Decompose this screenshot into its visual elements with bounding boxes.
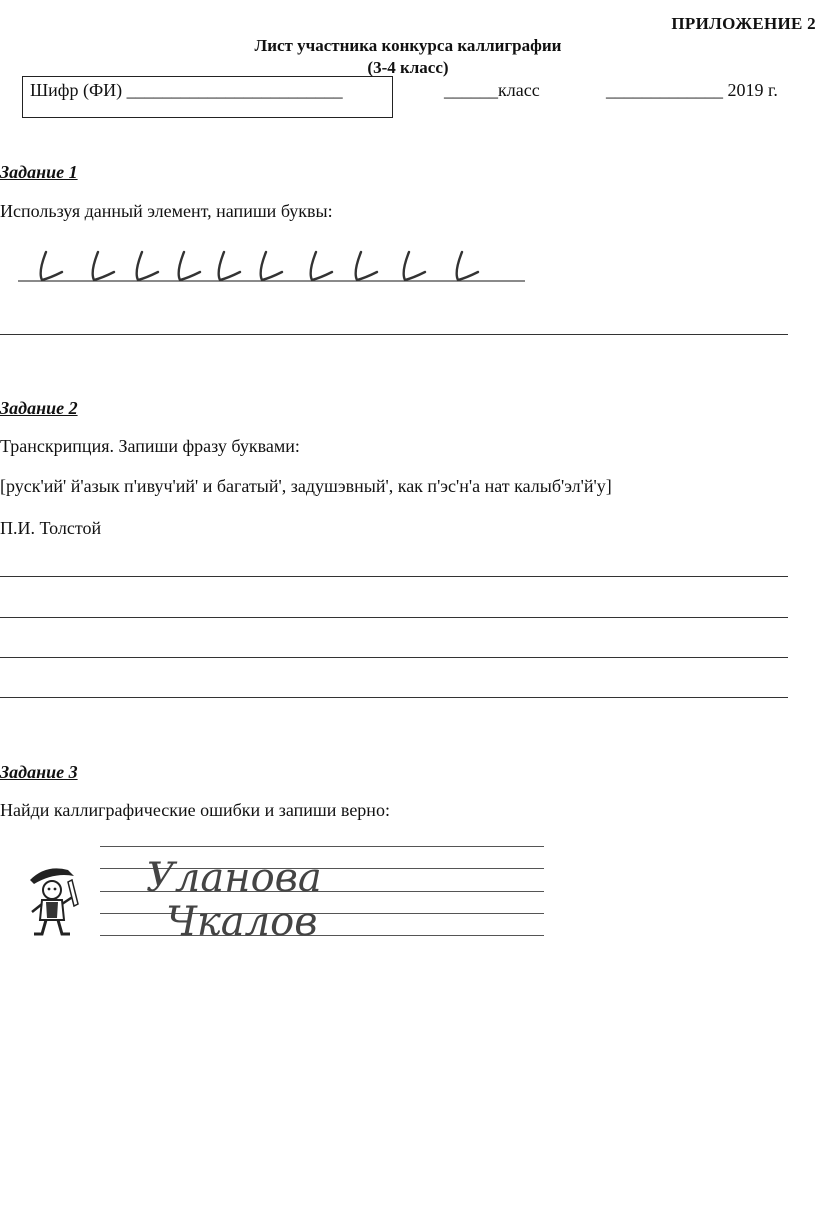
stroke-element — [261, 252, 282, 280]
handwriting-area — [140, 845, 440, 945]
stroke-element — [219, 252, 240, 280]
cipher-field[interactable]: Шифр (ФИ) ________________________ — [30, 80, 343, 100]
task1-title: Задание 1 — [0, 162, 78, 182]
task2-title: Задание 2 — [0, 398, 78, 418]
transcription-text: [руск'ий' й'азык п'ивуч'ий' и багатый', задушэвный', как п'эс'н'а нат калыб'эл'й'у] — [0, 476, 612, 496]
answer-line-3[interactable] — [0, 617, 788, 618]
stroke-element — [179, 252, 200, 280]
class-field[interactable]: ______класс — [444, 80, 540, 100]
answer-line-4[interactable] — [0, 657, 788, 658]
handwritten-word-1: Уланова — [146, 855, 322, 901]
stroke-element — [356, 252, 377, 280]
stroke-element — [137, 252, 158, 280]
answer-line-5[interactable] — [0, 697, 788, 698]
handwritten-word-2: Чкалов — [166, 899, 318, 945]
pencil-character-icon — [24, 860, 84, 940]
pen-stroke-element-icon — [10, 244, 540, 294]
task2-instruction: Транскрипция. Запиши фразу буквами: — [0, 436, 300, 456]
stroke-element — [93, 252, 114, 280]
answer-line-1[interactable] — [0, 334, 788, 335]
task1-instruction: Используя данный элемент, напиши буквы: — [0, 201, 333, 221]
stroke-element — [41, 252, 62, 280]
appendix-label: ПРИЛОЖЕНИЕ 2 — [671, 14, 816, 33]
year-field[interactable]: _____________ 2019 г. — [606, 80, 778, 100]
answer-line-2[interactable] — [0, 576, 788, 577]
page-subtitle: (3-4 класс) — [367, 58, 449, 77]
task3-instruction: Найди каллиграфические ошибки и запиши верно: — [0, 800, 390, 820]
stroke-element — [457, 252, 478, 280]
stroke-element — [311, 252, 332, 280]
task3-title: Задание 3 — [0, 762, 78, 782]
author-name: П.И. Толстой — [0, 518, 102, 538]
stroke-element — [404, 252, 425, 280]
page-title: Лист участника конкурса каллиграфии — [254, 36, 562, 55]
